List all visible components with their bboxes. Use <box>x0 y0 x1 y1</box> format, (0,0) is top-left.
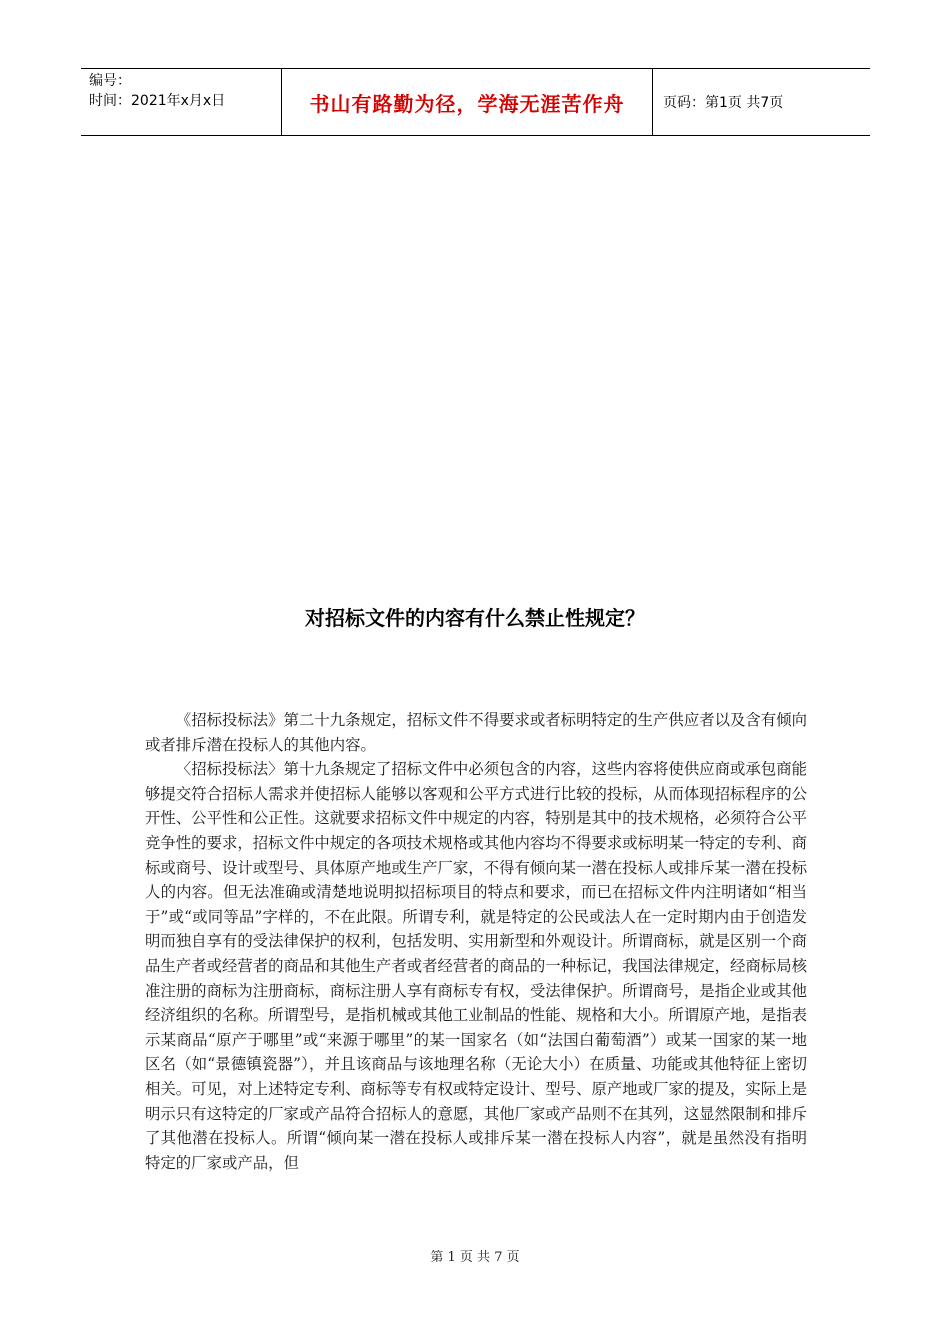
page-footer: 第 1 页 共 7 页 <box>430 1250 520 1265</box>
page-header <box>81 68 870 136</box>
time-label: 时间：2021年x月x日 <box>89 93 226 109</box>
header-motto: 书山有路勤为径，学海无涯苦作舟 <box>281 69 653 135</box>
paragraph-1: 《招标投标法》第二十九条规定，招标文件不得要求或者标明特定的生产供应者以及含有倾向或者排斥潜在投标人的其他内容。 <box>145 711 807 754</box>
number-label: 编号： <box>89 73 131 89</box>
document-body <box>145 708 807 1175</box>
header-meta <box>81 69 281 135</box>
header-page-info: 页码：第1页 共7页 <box>663 95 784 111</box>
paragraph-2: 〈招标投标法〉第十九条规定了招标文件中必须包含的内容，这些内容将使供应商或承包商能够提交符合招标人需求并使招标人能够以客观和公平方式进行比较的投标，从而体现招标程序的公开性、公平性和公正性。这就要求招标文件中规定的内容，特别是其中的技术规格，必须符合公平竞争性的要求，招标文件中规定的各项技术规格或其他内容均不得要求或标明某一特定的专利、商标或商号、设计或型号、具体原产地或生产厂家，不得有倾向某一潜在投标人或排斥某一潜在投标人的内容。但无法准确或清楚地说明拟招标项目的特点和要求，而已在招标文件内注明诸如“相当于”或“或同等品”字样的，不在此限。所谓专利，就是特定的公民或法人在一定时期内由于创造发明而独自享有的受法律保护的权利，包括发明、实用新型和外观设计。所谓商标，就是区别一个商品生产者或经营者的商品和其他生产者或者经营者的商品的一种标记，我国法律规定，经商标局核准注册的商标为注册商标，商标注册人享有商标专有权，受法律保护。所谓商号，是指企业或其他经济组织的名称。所谓型号，是指机械或其他工业制品的性能、规格和大小。所谓原产地，是指表示某商品“原产于哪里”或“来源于哪里”的某一国家名（如“法国白葡萄酒”）或某一国家的某一地区名（如“景德镇瓷器”），并且该商品与该地理名称（无论大小）在质量、功能或其他特征上密切相关。可见，对上述特定专利、商标等专有权或特定设计、型号、原产地或厂家的提及，实际上是明示只有这特定的厂家或产品符合招标人的意愿，其他厂家或产品则不在其列，这显然限制和排斥了其他潜在投标人。所谓“倾向某一潜在投标人或排斥某一潜在投标人内容”，就是虽然没有指明特定的厂家或产品，但 <box>145 760 807 1172</box>
document-title: 对招标文件的内容有什么禁止性规定？ <box>305 606 645 630</box>
